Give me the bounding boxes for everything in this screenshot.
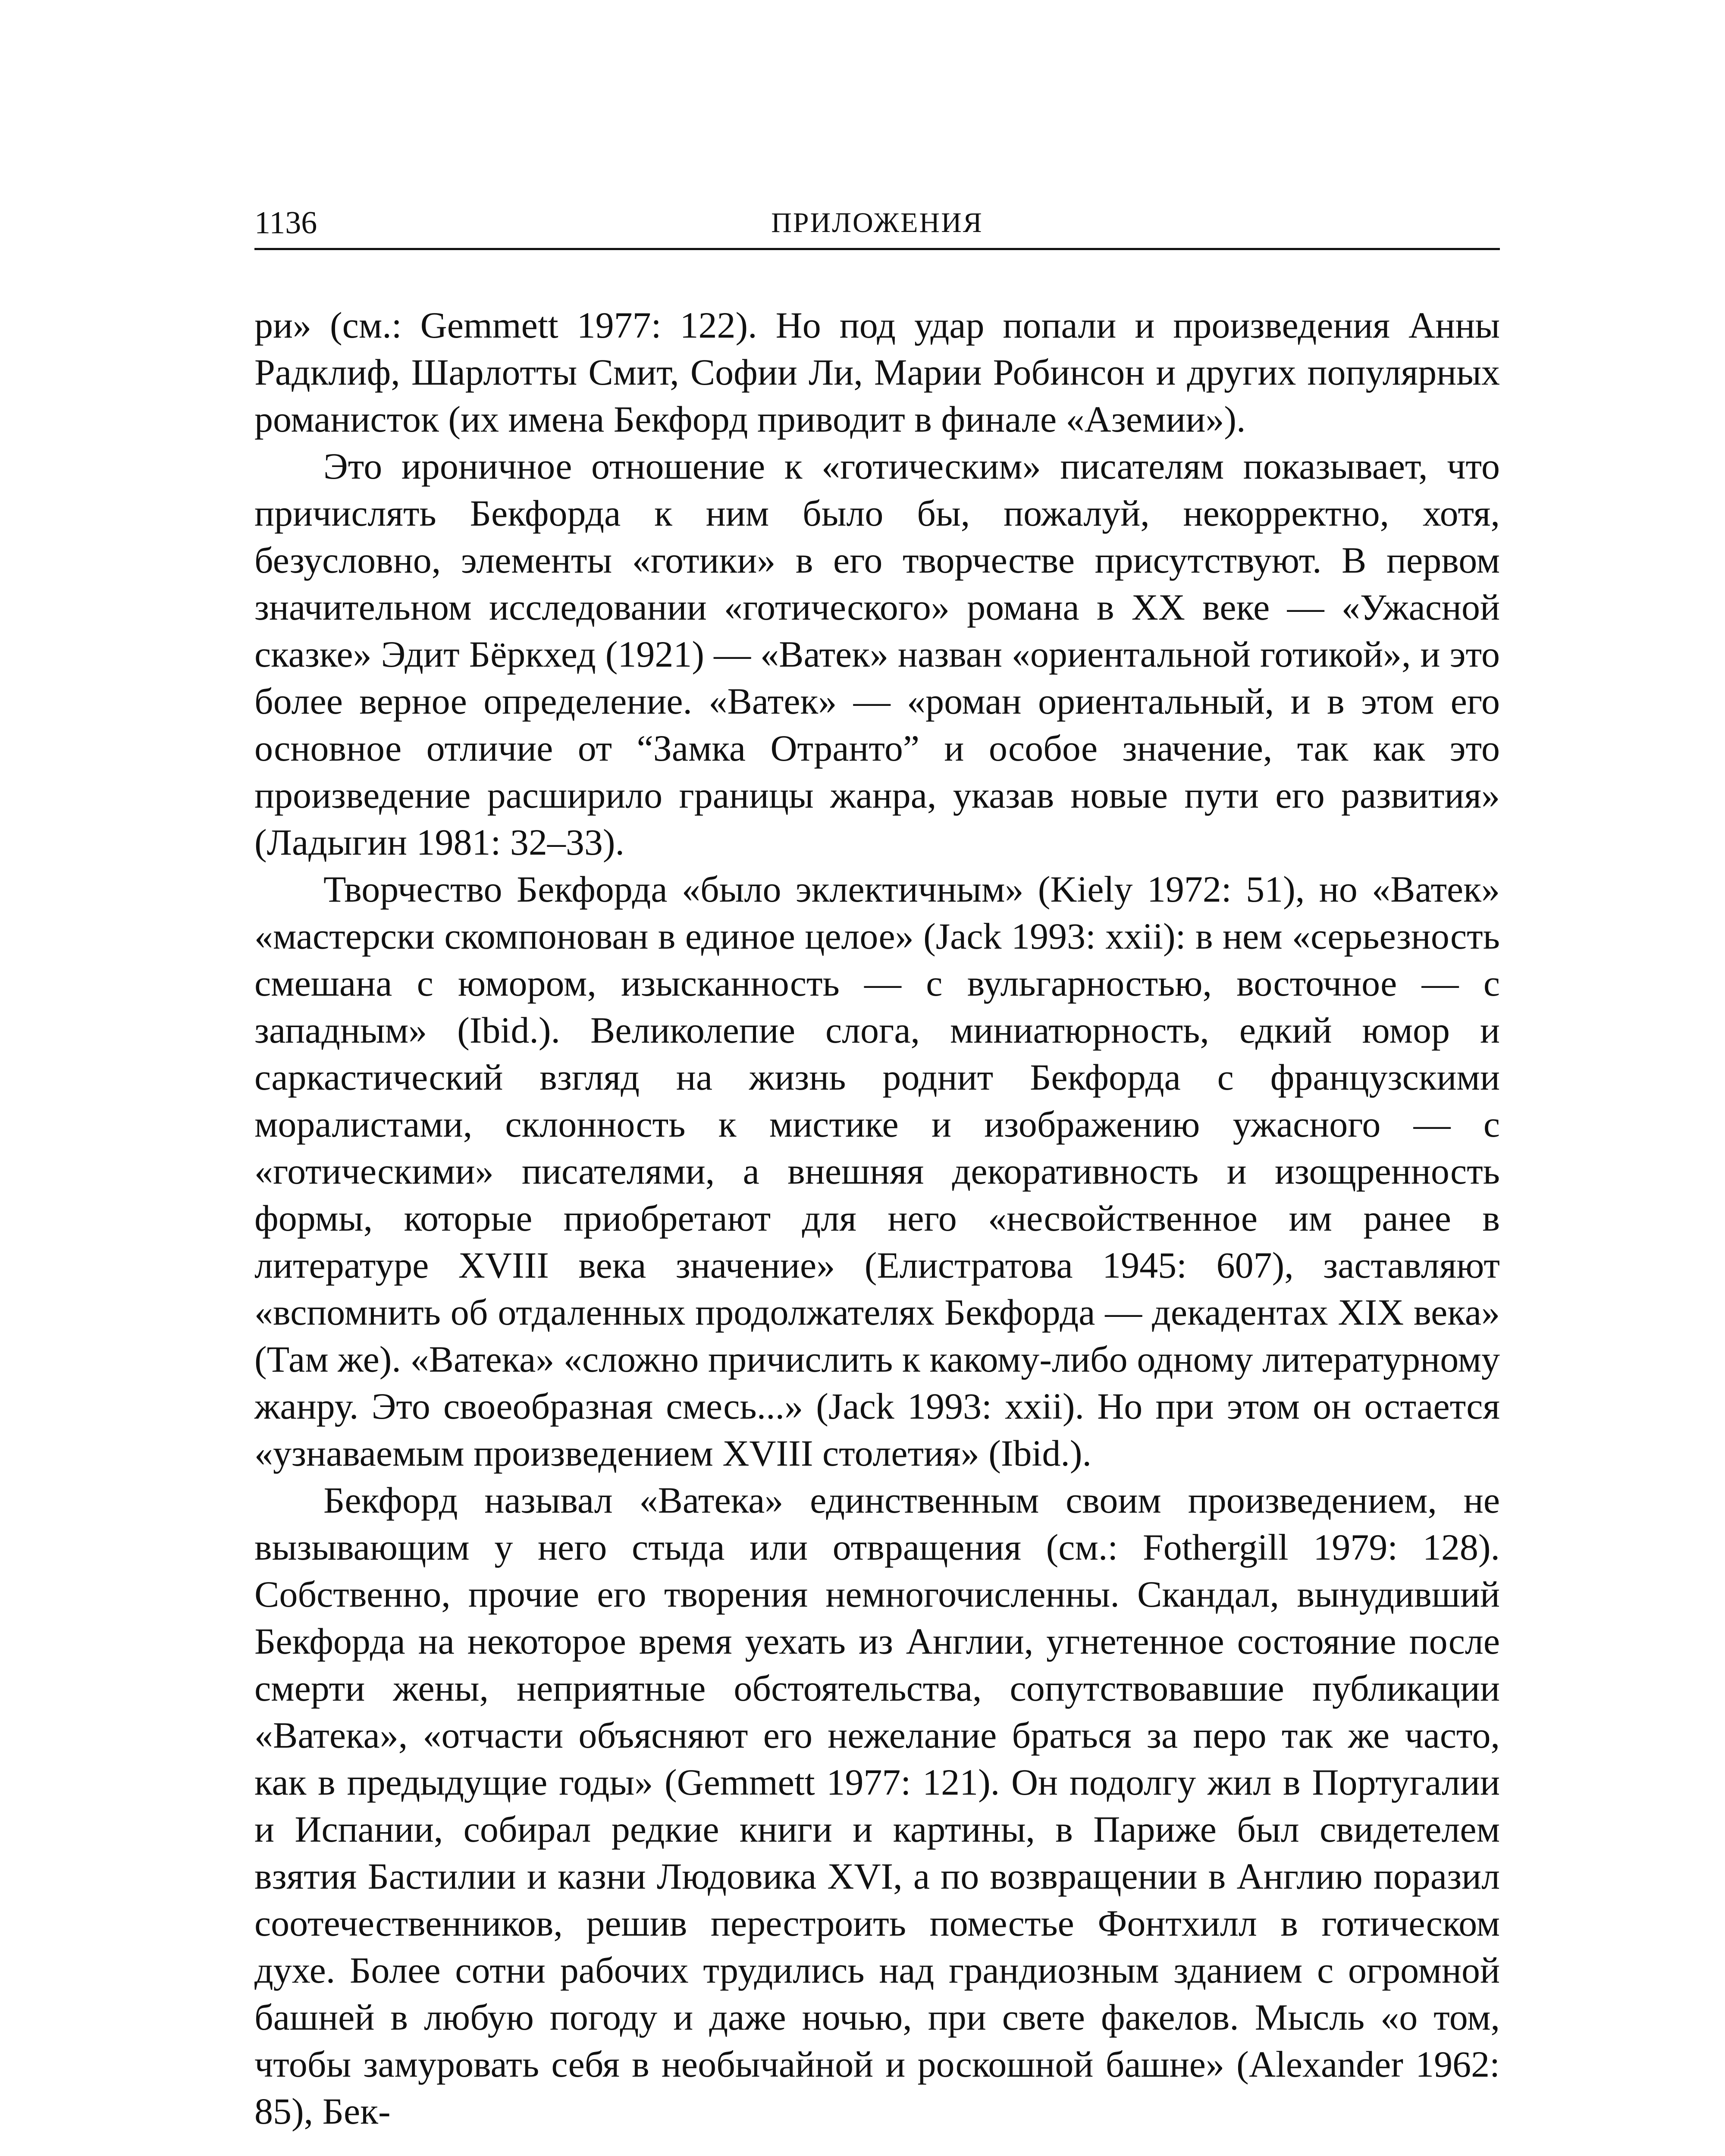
section-title: ПРИЛОЖЕНИЯ [771, 207, 983, 238]
page-number: 1136 [254, 205, 317, 241]
paragraph: Творчество Бекфорда «было эклектичным» (Kiely 1972: 51), но «Ватек» «мастерски скомпонован в единое целое» (Jack 1993: xxii): в нем «серьезность смешана с юмором, изысканность — с вульгарностью, восточное — с западным» (Ibid.). Великолепие слога, миниатюрность, едкий юмор и саркастический взгляд на жизнь роднит Бекфорда с французскими моралистами, склонность к мистике и изображению ужасного — с «готическими» писателями, а внешняя декоративность и изощренность формы, которые приобретают для него «несвойственное им ранее в литературе XVIII века значение» (Елистратова 1945: 607), заставляют «вспомнить об отдаленных продолжателях Бекфорда — декадентах XIX века» (Там же). «Ватека» «сложно причислить к какому-либо одному литературному жанру. Это своеобразная смесь...» (Jack 1993: xxii). Но при этом он остается «узнаваемым произведением XVIII столетия» (Ibid.). [254, 868, 1500, 1474]
paragraph: ри» (см.: Gemmett 1977: 122). Но под удар попали и произведения Анны Радклиф, Шарлотты Смит, Софии Ли, Марии Робинсон и других популярных романисток (их имена Бекфорд приводит в финале «Аземии»). [254, 304, 1500, 440]
paragraph: Бекфорд называл «Ватека» единственным своим произведением, не вызывающим у него стыда или отвращения (см.: Fothergill 1979: 128). Собственно, прочие его творения немногочисленны. Скандал, вынудивший Бекфорда на некоторое время уехать из Англии, угнетенное состояние после смерти жены, неприятные обстоятельства, сопутствовавшие публикации «Ватека», «отчасти объясняют его нежелание браться за перо так же часто, как в предыдущие годы» (Gemmett 1977: 121). Он подолгу жил в Португалии и Испании, собирал редкие книги и картины, в Париже был свидетелем взятия Бастилии и казни Людовика XVI, а по возвращении в Англию поразил соотечественников, решив перестроить поместье Фонтхилл в готическом духе. Более сотни рабочих трудились над грандиозным зданием с огромной башней в любую погоду и даже ночью, при свете факелов. Мысль «о том, чтобы замуровать себя в необычайной и роскошной башне» (Alexander 1962: 85), Бек- [254, 1479, 1500, 2132]
body-text [254, 302, 1500, 2135]
running-head [254, 203, 1500, 250]
paragraph: Это ироничное отношение к «готическим» писателям показывает, что причислять Бекфорда к ним было бы, пожалуй, некорректно, хотя, безусловно, элементы «готики» в его творчестве присутствуют. В первом значительном исследовании «готического» романа в XX веке — «Ужасной сказке» Эдит Бёркхед (1921) — «Ватек» назван «ориентальной готикой», и это более верное определение. «Ватек» — «роман ориентальный, и в этом его основное отличие от “Замка Отранто” и особое значение, так как это произведение расширило границы жанра, указав новые пути его развития» (Ладыгин 1981: 32–33). [254, 445, 1500, 863]
